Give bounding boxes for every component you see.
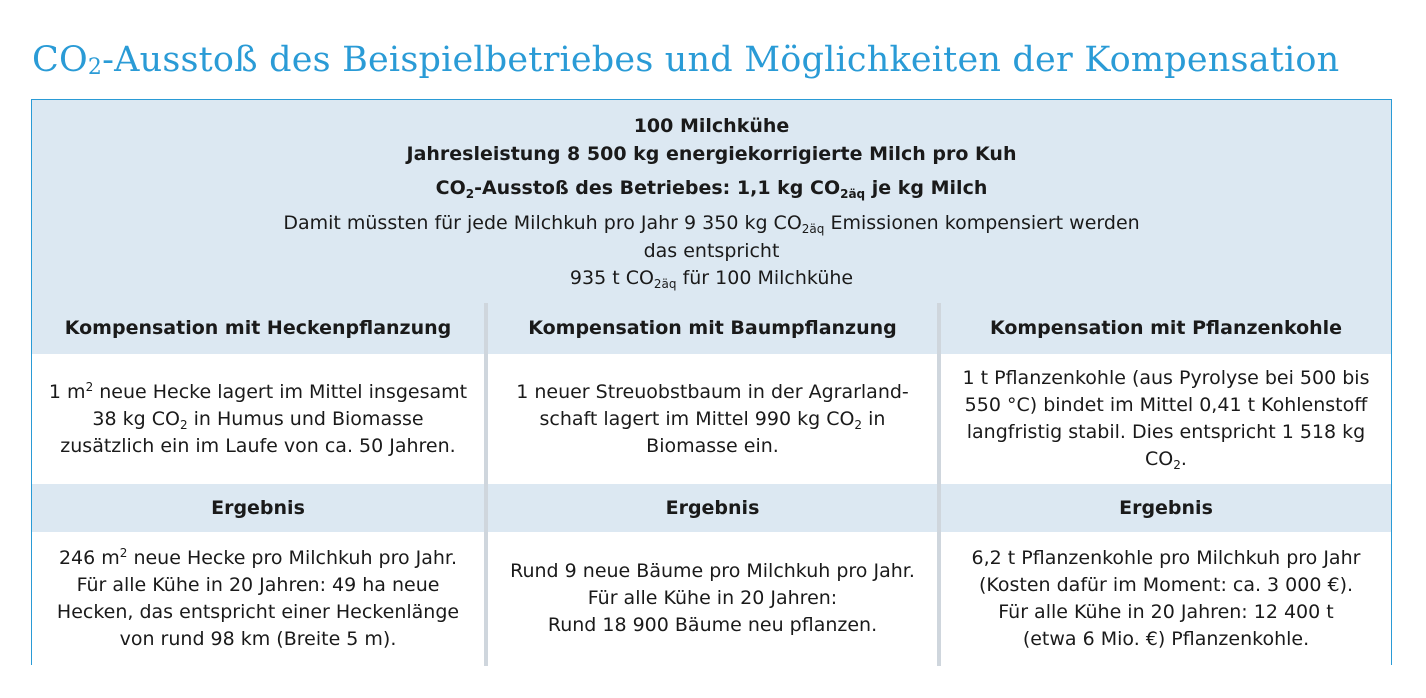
desc-biochar: 1 t Pflanzenkohle (aus Pyrolyse bei 500 bis 550 °C) bindet im Mittel 0,41 t Kohlenstoff langfristig stabil. Dies entspricht 1 518 kg $CO_2$.	[941, 354, 1391, 484]
summary-compensation-per-cow: Damit müssten für jede Milchkuh pro Jahr 9 350 kg $CO_{2äq}$ Emissionen kompensiert werden	[283, 212, 1140, 236]
result-hedge: 246 $m^2$ neue Hecke pro Milchkuh pro Jahr. Für alle Kühe in 20 Jahren: 49 ha neue Hecken, das entspricht einer Heckenlänge von rund 98 km (Breite 5 m).	[32, 532, 484, 665]
result-tree: Rund 9 neue Bäume pro Milchkuh pro Jahr. Für alle Kühe in 20 Jahren: Rund 18 900 Bäume neu pflanzen.	[488, 532, 937, 665]
result-header-tree: Ergebnis	[488, 484, 937, 532]
result-header-hedge: Ergebnis	[32, 484, 484, 532]
result-header-biochar: Ergebnis	[941, 484, 1391, 532]
summary-block	[32, 100, 1391, 303]
summary-equivalent-label: das entspricht	[643, 240, 780, 262]
summary-emission: $CO_2$-Ausstoß des Betriebes: 1,1 kg $CO_{2äq}$ je kg Milch	[435, 177, 988, 201]
header-hedge: Kompensation mit Heckenpflanzung	[32, 303, 484, 354]
header-tree: Kompensation mit Baumpflanzung	[488, 303, 937, 354]
desc-hedge: 1 $m^2$ neue Hecke lagert im Mittel insgesamt 38 kg $CO_2$ in Humus und Biomasse zusätzlich ein im Laufe von ca. 50 Jahren.	[32, 354, 484, 484]
co2-table	[31, 99, 1392, 665]
result-biochar: 6,2 t Pflanzenkohle pro Milchkuh pro Jahr (Kosten dafür im Moment: ca. 3 000 €). Für alle Kühe in 20 Jahren: 12 400 t (etwa 6 Mio. €) Pflanzenkohle.	[941, 532, 1391, 665]
desc-tree: 1 neuer Streuobstbaum in der Agrarland- schaft lagert im Mittel 990 kg $CO_2$ in Biomasse ein.	[488, 354, 937, 484]
summary-herd: 100 Milchkühe	[633, 115, 790, 137]
summary-yield: Jahresleistung 8 500 kg energiekorrigierte Milch pro Kuh	[406, 143, 1017, 165]
header-biochar: Kompensation mit Pflanzenkohle	[941, 303, 1391, 354]
page-title: $CO_2$-Ausstoß des Beispielbetriebes und Möglichkeiten der Kompensation	[32, 40, 1340, 80]
summary-total: 935 t $CO_{2äq}$ für 100 Milchkühe	[569, 267, 854, 291]
